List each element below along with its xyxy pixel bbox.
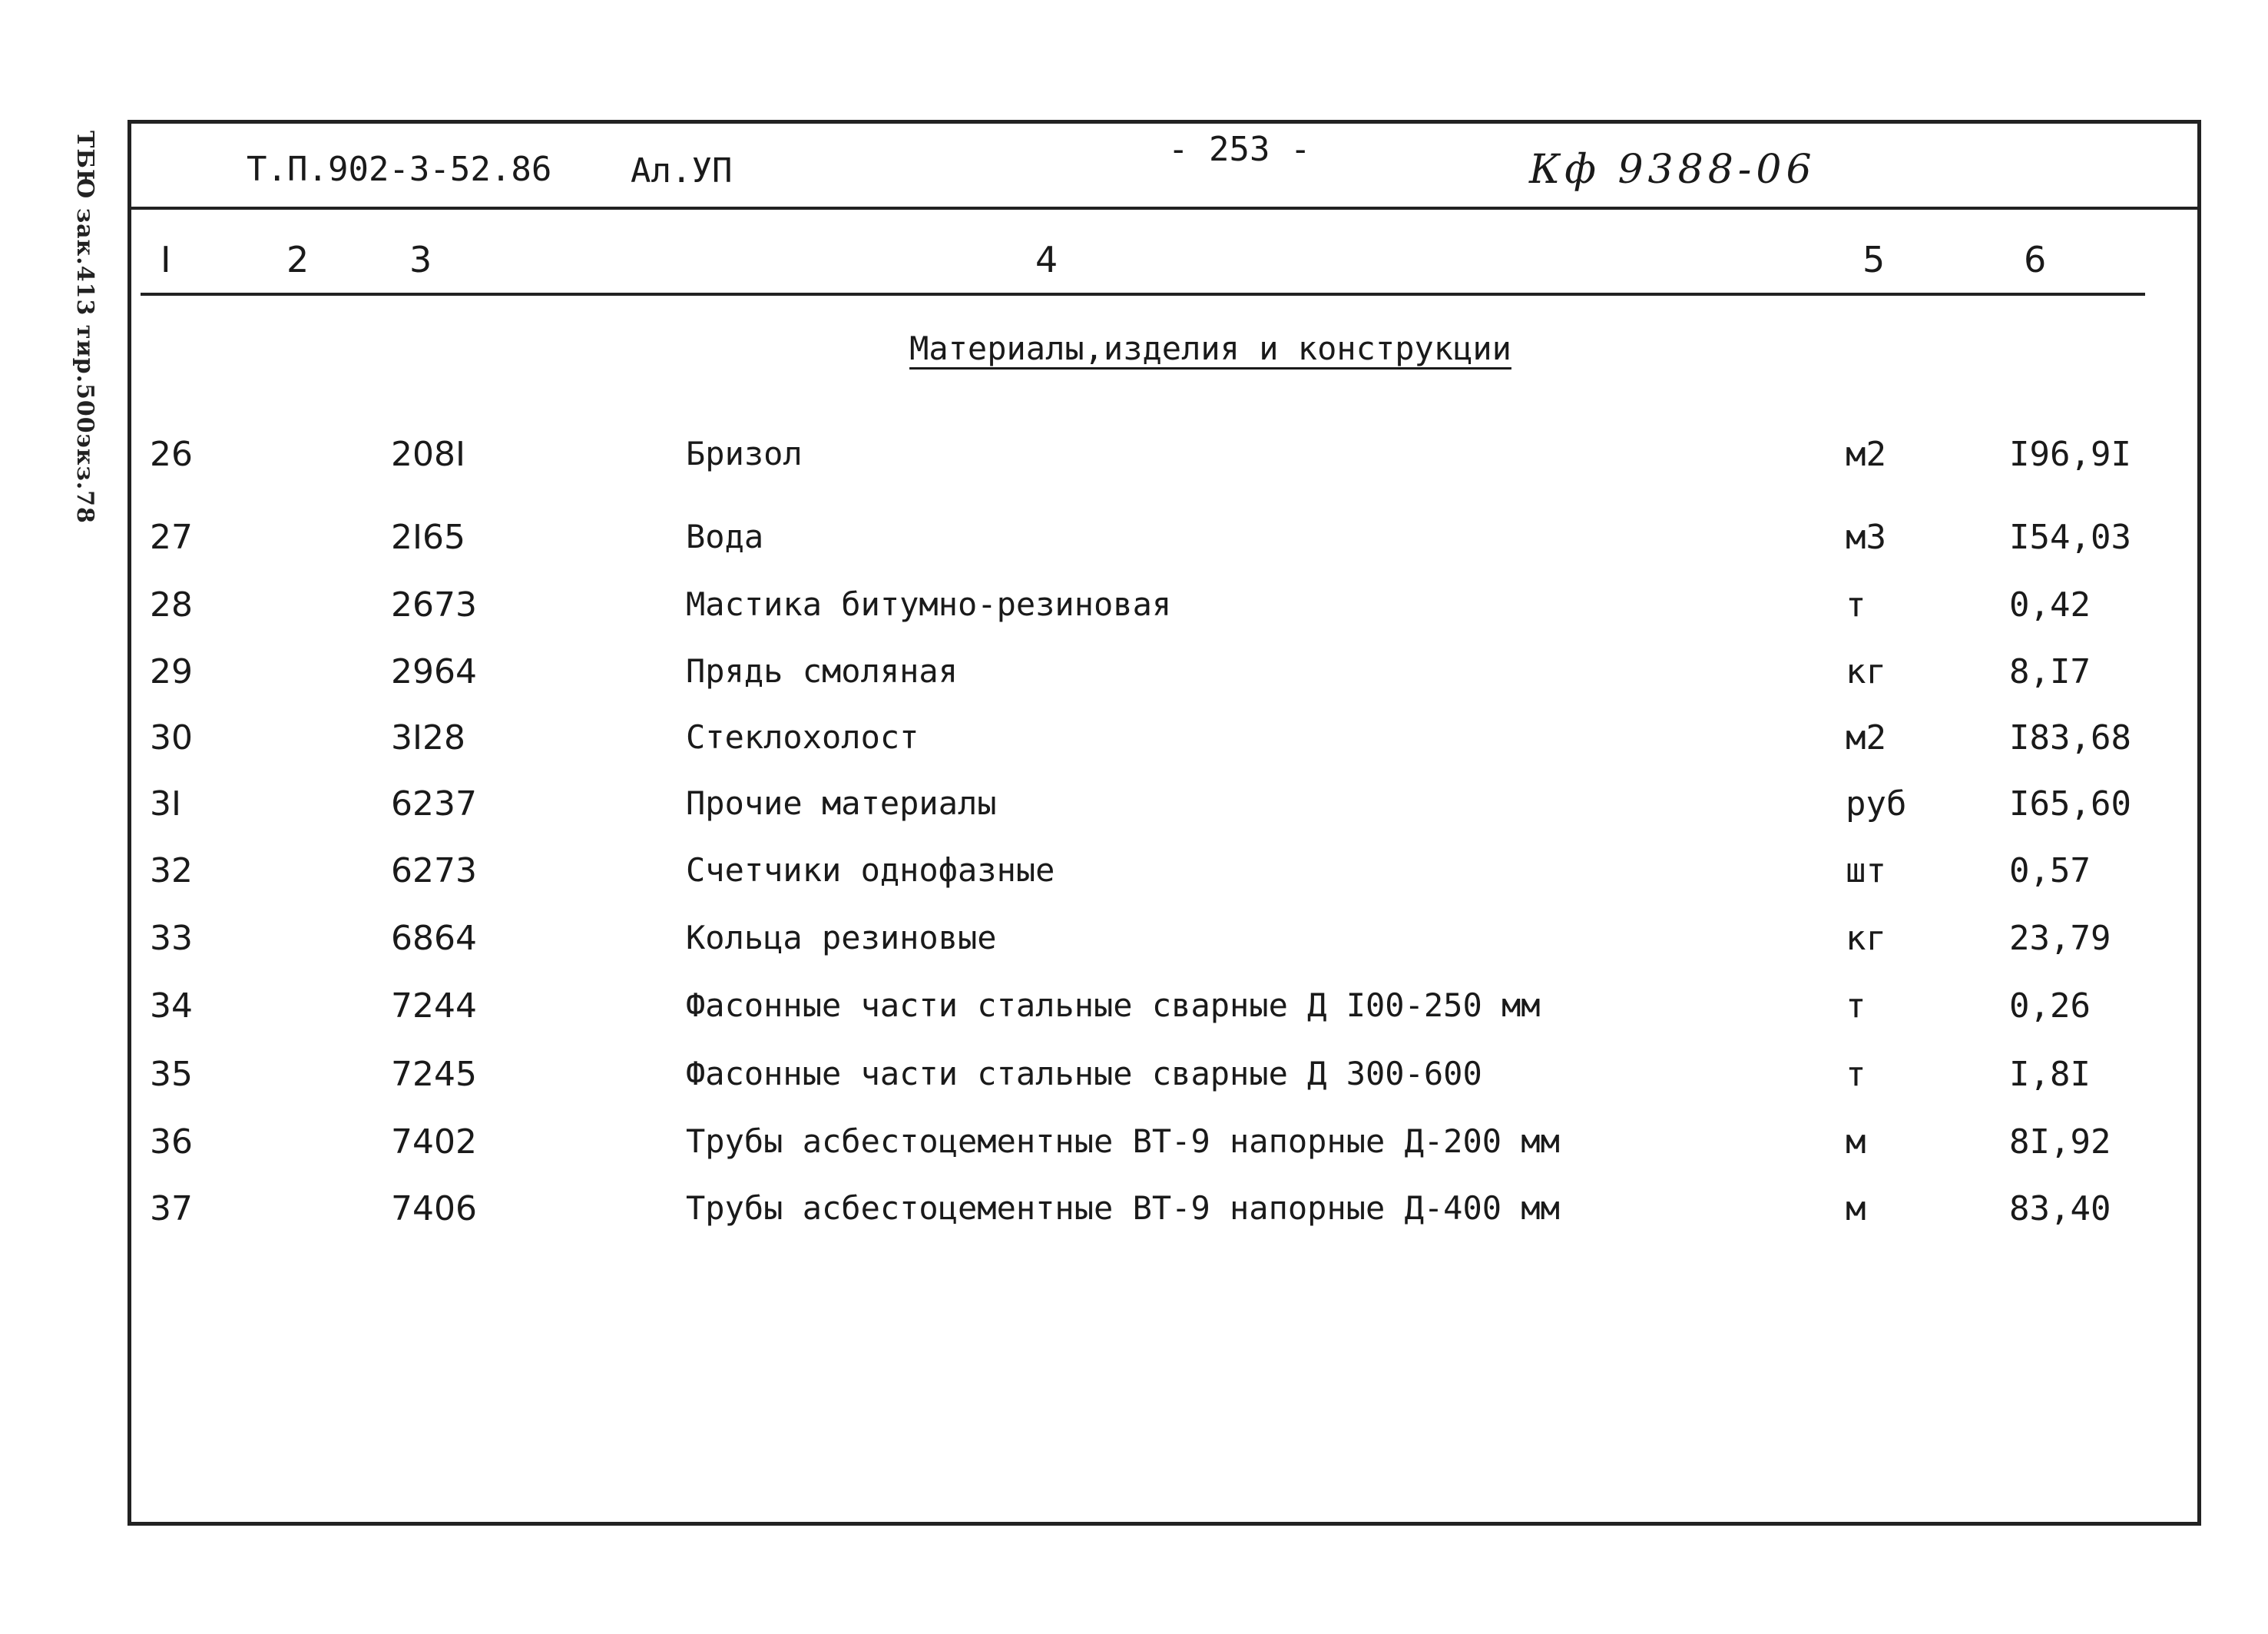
table-row [131,784,2197,830]
resource-code: 2964 [391,652,477,691]
column-number: 6 [2024,239,2047,280]
page-number: - 253 - [1168,130,1311,169]
quantity: 8,I7 [2009,652,2091,691]
resource-name: Прядь смоляная [686,652,959,690]
resource-code: 208I [391,435,465,474]
order-number: Кф 9388-06 [1529,147,1816,193]
row-number: 27 [150,518,193,557]
table-row [131,435,2197,481]
unit: м [1846,1189,1866,1228]
quantity: I,8I [2009,1055,2091,1094]
column-number: I [161,239,171,280]
quantity: 8I,92 [2009,1122,2111,1162]
row-number: 36 [150,1122,193,1162]
resource-code: 6237 [391,784,477,824]
resource-code: 7245 [391,1055,477,1094]
resource-code: 7406 [391,1189,477,1228]
resource-name: Трубы асбестоцементные ВТ-9 напорные Д-200 мм [686,1122,1560,1160]
resource-code: 3I28 [391,718,465,757]
resource-name: Трубы асбестоцементные ВТ-9 напорные Д-400 мм [686,1189,1560,1227]
table-row [131,518,2197,564]
table-row [131,986,2197,1032]
resource-code: 6273 [391,851,477,890]
quantity: I96,9I [2009,435,2131,474]
resource-name: Стеклохолост [686,718,919,756]
quantity: I54,03 [2009,518,2131,557]
table-row [131,919,2197,965]
unit: т [1846,986,1866,1026]
resource-code: 7402 [391,1122,477,1162]
row-number: 26 [150,435,193,474]
table-row [131,585,2197,631]
row-number: 32 [150,851,193,890]
resource-name: Фасонные части стальные сварные Д I00-250 мм [686,986,1541,1024]
unit: кг [1846,652,1886,691]
resource-code: 2673 [391,585,477,625]
table-row [131,718,2197,764]
document-frame [127,120,2201,1526]
unit: м [1846,1122,1866,1162]
row-number: 3I [150,784,181,824]
row-number: 34 [150,986,193,1026]
quantity: I83,68 [2009,718,2131,757]
resource-name: Счетчики однофазные [686,851,1055,889]
row-number: 35 [150,1055,193,1094]
table-row [131,1122,2197,1168]
unit: м2 [1846,718,1886,757]
unit: руб [1846,784,1907,824]
row-number: 33 [150,919,193,958]
unit: т [1846,1055,1866,1094]
resource-name: Фасонные части стальные сварные Д 300-600 [686,1055,1482,1092]
column-number: 5 [1862,239,1886,280]
resource-name: Бризол [686,435,803,472]
unit: т [1846,585,1866,625]
resource-code: 6864 [391,919,477,958]
column-number: 2 [286,239,310,280]
column-number: 4 [1035,239,1058,280]
row-number: 30 [150,718,193,757]
resource-name: Вода [686,518,764,555]
table-row [131,1055,2197,1101]
resource-name: Кольца резиновые [686,919,997,956]
row-number: 28 [150,585,193,625]
resource-name: Мастика битумно-резиновая [686,585,1172,623]
side-print-stamp: ТБЮ зак.413 тир.500экз.78 [71,131,98,524]
title-strip [131,124,2197,210]
row-number: 29 [150,652,193,691]
column-number: 3 [409,239,432,280]
resource-code: 2I65 [391,518,465,557]
quantity: 0,26 [2009,986,2091,1026]
resource-code: 7244 [391,986,477,1026]
row-number: 37 [150,1189,193,1228]
table-row [131,851,2197,897]
project-code: Т.П.902-3-52.86 [247,150,552,189]
quantity: 83,40 [2009,1189,2111,1228]
table-row [131,652,2197,698]
table-row [131,1189,2197,1235]
section-title-text: Материалы,изделия и конструкции [909,330,1511,367]
column-number-row [141,239,2145,296]
quantity: 0,42 [2009,585,2091,625]
unit: шт [1846,851,1886,890]
unit: кг [1846,919,1886,958]
quantity: I65,60 [2009,784,2131,824]
unit: м2 [1846,435,1886,474]
quantity: 23,79 [2009,919,2111,958]
album-label: Ал.УП [631,151,733,191]
quantity: 0,57 [2009,851,2091,890]
unit: м3 [1846,518,1886,557]
section-title [131,330,2197,367]
resource-name: Прочие материалы [686,784,997,822]
